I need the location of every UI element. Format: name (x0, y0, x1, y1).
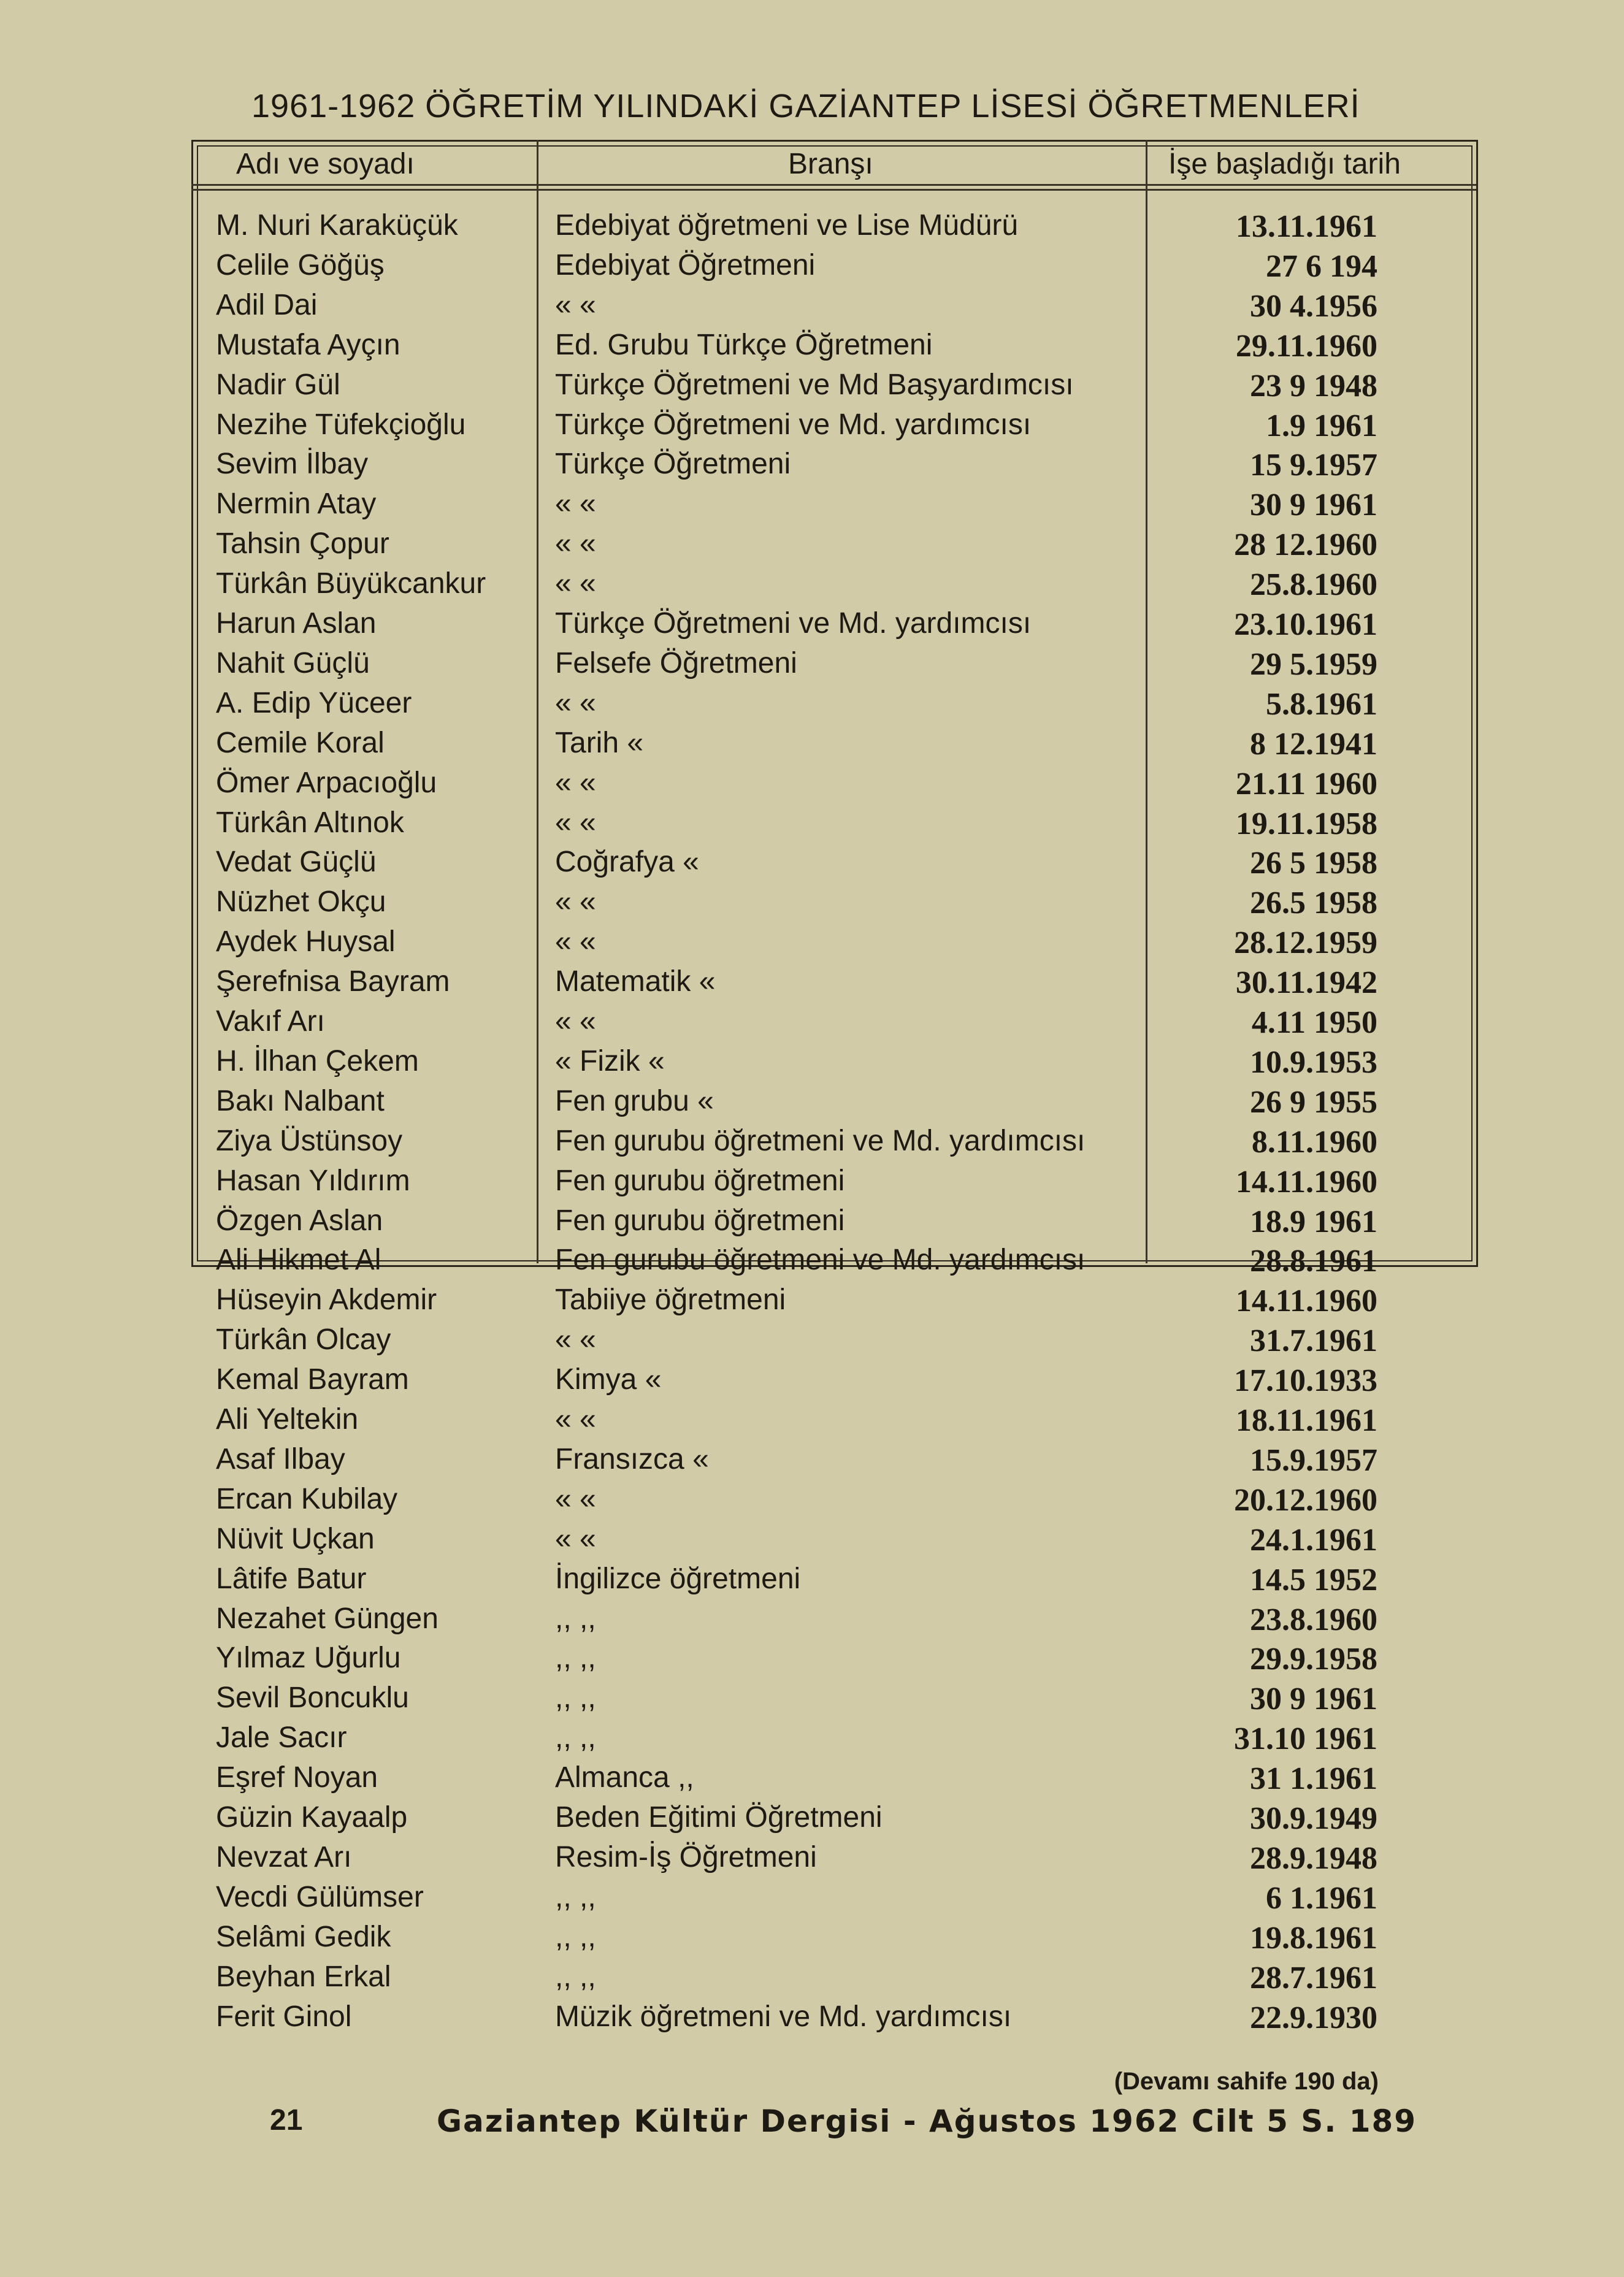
column-divider (537, 140, 538, 1263)
teacher-branch: Fen gurubu öğretmeni ve Md. yardımcısı (555, 1244, 1086, 1277)
start-date: 23.8.1960 (1250, 1602, 1377, 1637)
header-divider (191, 184, 1476, 186)
column-divider (1146, 140, 1147, 1263)
teacher-branch: Resim-İş Öğretmeni (555, 1840, 817, 1873)
header-divider (191, 189, 1476, 191)
teacher-name: Tahsin Çopur (216, 527, 389, 561)
start-date: 4.11 1950 (1251, 1005, 1377, 1040)
teacher-name: Türkân Altınok (216, 806, 404, 839)
start-date: 8 12.1941 (1250, 726, 1377, 762)
start-date: 30.9.1949 (1250, 1801, 1377, 1836)
teacher-branch: « « (555, 527, 596, 561)
teacher-name: Vakıf Arı (216, 1005, 325, 1038)
teacher-name: Türkân Olcay (216, 1323, 391, 1357)
teacher-name: Yılmaz Uğurlu (216, 1642, 401, 1675)
page-number: 21 (270, 2104, 303, 2137)
teacher-name: Bakı Nalbant (216, 1084, 385, 1117)
teacher-name: Nezahet Güngen (216, 1602, 439, 1635)
start-date: 14.5 1952 (1250, 1562, 1377, 1598)
teacher-branch: ,, ,, (555, 1602, 596, 1635)
start-date: 26 9 1955 (1250, 1084, 1377, 1120)
teacher-branch: ,, ,, (555, 1682, 596, 1715)
start-date: 18.9 1961 (1250, 1204, 1377, 1239)
teacher-name: Ali Yeltekin (216, 1403, 359, 1436)
teacher-name: Aydek Huysal (216, 925, 396, 959)
start-date: 28.9.1948 (1250, 1840, 1377, 1876)
start-date: 1.9 1961 (1266, 408, 1377, 443)
start-date: 30 9 1961 (1250, 1682, 1377, 1717)
start-date: 28.12.1959 (1234, 925, 1377, 961)
teacher-branch: « « (555, 1323, 596, 1357)
teacher-name: Sevim İlbay (216, 448, 369, 481)
continuation-note: (Devamı sahife 190 da) (1114, 2068, 1379, 2095)
teacher-branch: Felsefe Öğretmeni (555, 646, 797, 679)
teacher-name: Harun Aslan (216, 607, 377, 640)
teacher-name: Eşref Noyan (216, 1761, 378, 1794)
teacher-name: Türkân Büyükcankur (216, 567, 486, 600)
teacher-branch: Beden Eğitimi Öğretmeni (555, 1801, 883, 1834)
teacher-branch: « « (555, 886, 596, 919)
teacher-branch: Türkçe Öğretmeni ve Md. yardımcısı (555, 408, 1032, 441)
start-date: 29.11.1960 (1235, 328, 1377, 364)
teacher-branch: « « (555, 686, 596, 719)
teacher-name: Vecdi Gülümser (216, 1880, 424, 1913)
start-date: 31.10 1961 (1234, 1721, 1377, 1757)
teacher-branch: « Fizik « (555, 1044, 665, 1077)
teacher-name: Asaf Ilbay (216, 1442, 345, 1475)
teacher-branch: Türkçe Öğretmeni (555, 448, 791, 481)
teacher-branch: ,, ,, (555, 1721, 596, 1755)
header-date: İşe başladığı tarih (1168, 148, 1401, 180)
start-date: 15.9.1957 (1250, 1442, 1377, 1478)
start-date: 19.11.1958 (1235, 806, 1377, 841)
teacher-branch: Türkçe Öğretmeni ve Md. yardımcısı (555, 607, 1032, 640)
teacher-branch: Fen gurubu öğretmeni ve Md. yardımcısı (555, 1124, 1086, 1157)
teacher-name: Vedat Güçlü (216, 846, 377, 879)
teacher-name: Özgen Aslan (216, 1204, 383, 1237)
footer-title: Gaziantep Kültür Dergisi - Ağustos 1962 Cilt 5 S. 189 (437, 2103, 1417, 2139)
teacher-name: Ziya Üstünsoy (216, 1124, 403, 1157)
start-date: 19.8.1961 (1250, 1920, 1377, 1956)
teacher-name: Ali Hikmet Al (216, 1244, 381, 1277)
teacher-name: Nermin Atay (216, 488, 377, 521)
start-date: 23.10.1961 (1234, 607, 1377, 642)
teacher-branch: « « (555, 288, 596, 321)
start-date: 31 1.1961 (1250, 1761, 1377, 1797)
start-date: 27 6 194 (1266, 248, 1377, 284)
start-date: 30 4.1956 (1250, 288, 1377, 324)
teacher-name: Ercan Kubilay (216, 1482, 398, 1515)
header-name: Adı ve soyadı (236, 148, 415, 180)
teacher-branch: « « (555, 925, 596, 959)
teacher-name: Nadir Gül (216, 368, 340, 401)
teacher-name: Jale Sacır (216, 1721, 347, 1755)
teacher-branch: Fransızca « (555, 1442, 709, 1475)
start-date: 20.12.1960 (1234, 1482, 1377, 1518)
teacher-branch: ,, ,, (555, 1960, 596, 1993)
teacher-name: Selâmi Gedik (216, 1920, 391, 1953)
header-branch: Branşı (788, 148, 873, 180)
start-date: 13.11.1961 (1235, 209, 1377, 244)
teacher-branch: « « (555, 1522, 596, 1555)
teacher-name: Hüseyin Akdemir (216, 1284, 437, 1317)
teacher-name: Güzin Kayaalp (216, 1801, 408, 1834)
start-date: 26.5 1958 (1250, 886, 1377, 921)
start-date: 15 9.1957 (1250, 448, 1377, 483)
teacher-branch: Ed. Grubu Türkçe Öğretmeni (555, 328, 933, 361)
teacher-name: Kemal Bayram (216, 1363, 409, 1396)
start-date: 28.7.1961 (1250, 1960, 1377, 1996)
teacher-branch: İngilizce öğretmeni (555, 1562, 801, 1595)
teacher-name: Nezihe Tüfekçioğlu (216, 408, 466, 441)
teacher-branch: Fen grubu « (555, 1084, 714, 1117)
teacher-name: Celile Göğüş (216, 248, 385, 281)
page-title: 1961-1962 ÖĞRETİM YILINDAKİ GAZİANTEP LİSESİ ÖĞRETMENLERİ (251, 88, 1360, 124)
teacher-name: Adil Dai (216, 288, 318, 321)
start-date: 26 5 1958 (1250, 846, 1377, 881)
teacher-branch: Edebiyat öğretmeni ve Lise Müdürü (555, 209, 1019, 242)
teacher-branch: ,, ,, (555, 1642, 596, 1675)
teacher-name: Mustafa Ayçın (216, 328, 400, 361)
teacher-branch: « « (555, 1403, 596, 1436)
teacher-branch: Coğrafya « (555, 846, 699, 879)
teacher-branch: Edebiyat Öğretmeni (555, 248, 816, 281)
start-date: 14.11.1960 (1235, 1284, 1377, 1319)
start-date: 8.11.1960 (1251, 1124, 1377, 1160)
teacher-name: Hasan Yıldırım (216, 1164, 410, 1197)
start-date: 18.11.1961 (1235, 1403, 1377, 1438)
teacher-name: H. İlhan Çekem (216, 1044, 419, 1077)
teacher-branch: Fen gurubu öğretmeni (555, 1164, 845, 1197)
start-date: 23 9 1948 (1250, 368, 1377, 404)
teacher-branch: « « (555, 1482, 596, 1515)
teacher-name: Ferit Ginol (216, 2000, 352, 2033)
teacher-branch: « « (555, 1005, 596, 1038)
teacher-branch: Matematik « (555, 965, 716, 998)
start-date: 25.8.1960 (1250, 567, 1377, 603)
teacher-branch: Tabiiye öğretmeni (555, 1284, 786, 1317)
start-date: 30.11.1942 (1235, 965, 1377, 1001)
teacher-name: Ömer Arpacıoğlu (216, 766, 437, 799)
teacher-name: Nahit Güçlü (216, 646, 370, 679)
teacher-branch: Kimya « (555, 1363, 662, 1396)
start-date: 29 5.1959 (1250, 646, 1377, 682)
start-date: 17.10.1933 (1234, 1363, 1377, 1399)
teacher-name: Nüzhet Okçu (216, 886, 386, 919)
teacher-branch: ,, ,, (555, 1920, 596, 1953)
teacher-branch: Müzik öğretmeni ve Md. yardımcısı (555, 2000, 1012, 2033)
teacher-branch: Türkçe Öğretmeni ve Md Başyardımcısı (555, 368, 1074, 401)
start-date: 31.7.1961 (1250, 1323, 1377, 1359)
teacher-name: Beyhan Erkal (216, 1960, 391, 1993)
start-date: 28 12.1960 (1234, 527, 1377, 563)
teacher-name: Sevil Boncuklu (216, 1682, 409, 1715)
teacher-branch: ,, ,, (555, 1880, 596, 1913)
start-date: 22.9.1930 (1250, 2000, 1377, 2035)
start-date: 10.9.1953 (1250, 1044, 1377, 1080)
teacher-branch: « « (555, 806, 596, 839)
start-date: 5.8.1961 (1266, 686, 1377, 722)
teacher-branch: Fen gurubu öğretmeni (555, 1204, 845, 1237)
start-date: 24.1.1961 (1250, 1522, 1377, 1558)
start-date: 30 9 1961 (1250, 488, 1377, 523)
teacher-name: Lâtife Batur (216, 1562, 367, 1595)
start-date: 14.11.1960 (1235, 1164, 1377, 1200)
start-date: 28.8.1961 (1250, 1244, 1377, 1279)
teacher-name: Şerefnisa Bayram (216, 965, 450, 998)
teacher-name: M. Nuri Karaküçük (216, 209, 458, 242)
teacher-name: Nüvit Uçkan (216, 1522, 375, 1555)
teacher-branch: « « (555, 488, 596, 521)
teacher-branch: « « (555, 766, 596, 799)
teacher-branch: Almanca ,, (555, 1761, 694, 1794)
start-date: 21.11 1960 (1235, 766, 1377, 802)
teacher-branch: Tarih « (555, 726, 644, 759)
start-date: 29.9.1958 (1250, 1642, 1377, 1677)
teacher-name: Nevzat Arı (216, 1840, 352, 1873)
teacher-name: Cemile Koral (216, 726, 385, 759)
start-date: 6 1.1961 (1266, 1880, 1377, 1916)
teacher-name: A. Edip Yüceer (216, 686, 412, 719)
teacher-branch: « « (555, 567, 596, 600)
